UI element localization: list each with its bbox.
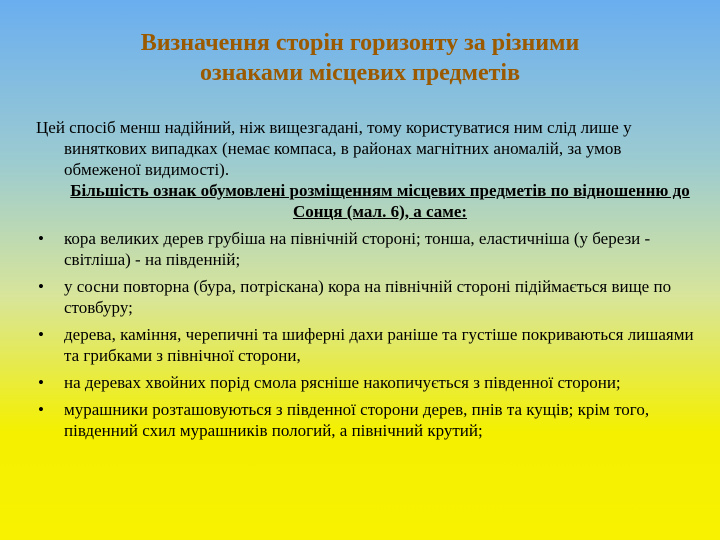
slide-body: [36, 117, 696, 441]
list-item-text: на деревах хвойних порід смола рясніше накопичується з південної сторони;: [64, 373, 621, 392]
emphasis-heading: Більшість ознак обумовлені розміщенням місцевих предметів по відношенню до Сонця (мал. 6), а саме:: [70, 181, 690, 221]
title-line-2: ознаками місцевих предметів: [199, 60, 521, 86]
slide-title: [40, 28, 680, 88]
intro-paragraph: Цей спосіб менш надійний, ніж вищезгадані, тому користуватися ним слід лише у виняткових випадках (немає компаса, в районах магнітних аномалій, за умов обмеженої видимості).: [36, 118, 632, 179]
list-item-text: у сосни повторна (бура, потріскана) кора на північній стороні підіймається вище по стовбуру;: [64, 277, 672, 317]
bullet-icon: •: [38, 229, 44, 248]
bullet-icon: •: [38, 373, 44, 392]
bullet-icon: •: [38, 400, 44, 419]
list-item: [36, 399, 696, 441]
list-item: [36, 228, 696, 270]
bullet-list: [36, 228, 696, 441]
list-item-text: дерева, каміння, черепичні та шиферні дахи раніше та густіше покриваються лишаями та грибками з північної сторони,: [64, 325, 694, 365]
bullet-icon: •: [38, 325, 44, 344]
list-item: [36, 324, 696, 366]
title-line-1: Визначення сторін горизонту за різними: [140, 30, 580, 56]
list-item-text: мурашники розташовуються з південної сторони дерев, пнів та кущів; крім того, південний схил мурашників пологий, а північний крутий;: [64, 400, 650, 440]
list-item: [36, 276, 696, 318]
list-item: [36, 372, 696, 393]
list-item-text: кора великих дерев грубіша на північній стороні; тонша, еластичніша (у берези - світліша) - на південній;: [64, 229, 651, 269]
bullet-icon: •: [38, 277, 44, 296]
